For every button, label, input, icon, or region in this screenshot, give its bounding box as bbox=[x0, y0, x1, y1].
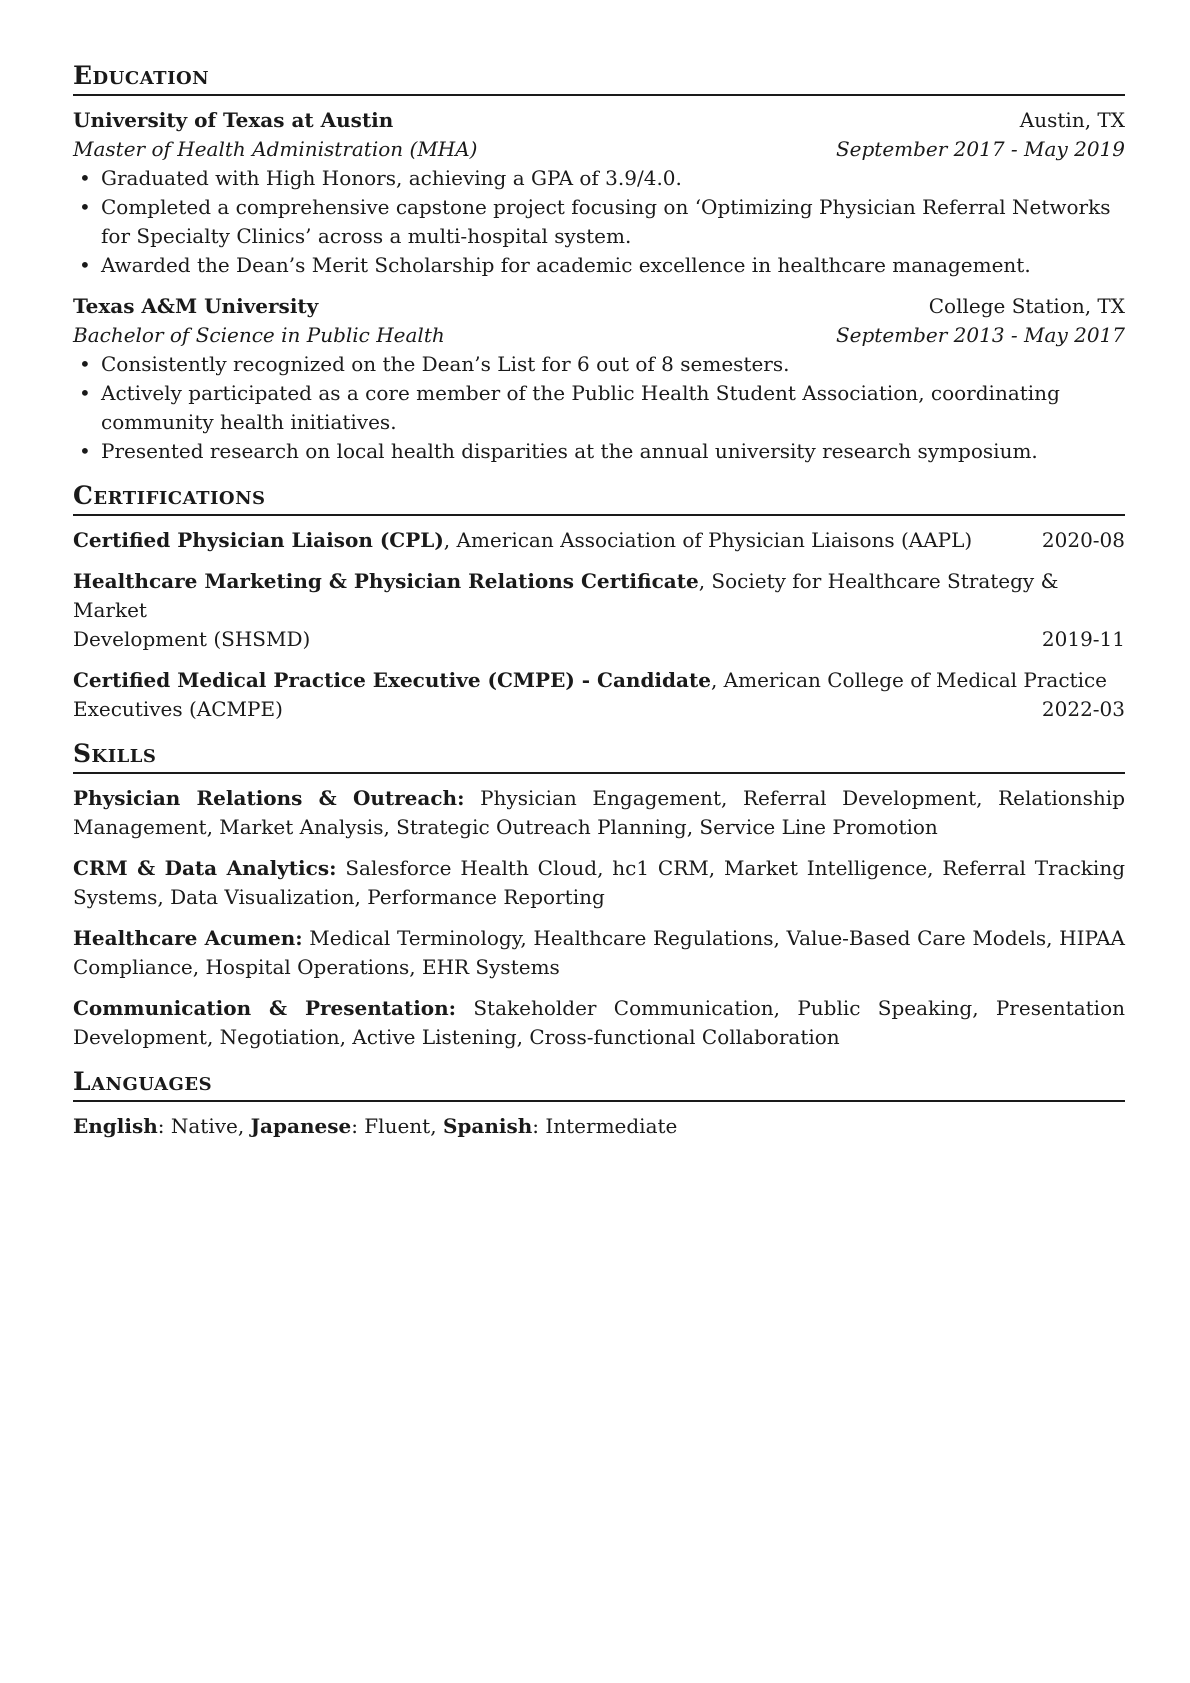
education-entry-utaustin bbox=[73, 106, 1125, 280]
education-entry-tamu bbox=[73, 292, 1125, 466]
language-level: : Fluent bbox=[351, 1114, 431, 1138]
certification-issuer-cont: Executives (ACMPE) bbox=[73, 697, 283, 721]
bullet-item: • Completed a comprehensive capstone project focusing on ‘Optimizing Physician Referral Networks for Specialty Clinics’ across a multi-hospital system. bbox=[73, 193, 1125, 251]
languages-line bbox=[73, 1112, 1125, 1141]
skill-text: Medical Terminology, Healthcare Regulations, Value-Based Care Models, HIPAA Compliance, Hospital Operations, EHR Systems bbox=[73, 926, 1125, 979]
school-location: Austin, TX bbox=[1019, 108, 1125, 132]
skill-text: Salesforce Health Cloud, hc1 CRM, Market Intelligence, Referral Tracking Systems, Data Visualization, Performance Reporting bbox=[73, 856, 1126, 909]
skill-group bbox=[73, 854, 1125, 912]
skill-label: CRM & Data Analytics: bbox=[73, 856, 337, 880]
skills-heading: Skills bbox=[73, 738, 1125, 774]
skill-group bbox=[73, 924, 1125, 982]
bullet-item: • Consistently recognized on the Dean’s List for 6 out of 8 semesters. bbox=[73, 350, 1125, 379]
school-location: College Station, TX bbox=[928, 294, 1125, 318]
language-level: : Intermediate bbox=[532, 1114, 678, 1138]
certification-issuer-cont: Development (SHSMD) bbox=[73, 627, 311, 651]
language-name: Spanish bbox=[442, 1114, 533, 1138]
certifications-heading: Certifications bbox=[73, 480, 1125, 516]
skill-group bbox=[73, 784, 1125, 842]
bullet-item: • Graduated with High Honors, achieving a GPA of 3.9/4.0. bbox=[73, 164, 1125, 193]
skill-group bbox=[73, 994, 1125, 1052]
skill-text: Physician Engagement, Referral Development, Relationship Management, Market Analysis, Strategic Outreach Planning, Service Line Promotion bbox=[73, 786, 1125, 839]
certification-item bbox=[73, 567, 1125, 654]
language-separator: , bbox=[430, 1114, 443, 1138]
language-name: English bbox=[73, 1114, 158, 1138]
languages-section bbox=[73, 1066, 1125, 1141]
certification-issuer: , Society for Healthcare Strategy & Market bbox=[73, 569, 1059, 622]
education-bullets bbox=[73, 164, 1125, 280]
school-name: University of Texas at Austin bbox=[73, 108, 394, 132]
languages-heading: Languages bbox=[73, 1066, 1125, 1102]
certification-date: 2020-08 bbox=[1041, 528, 1125, 552]
degree-name: Bachelor of Science in Public Health bbox=[73, 323, 445, 347]
education-section bbox=[73, 60, 1125, 466]
skill-label: Communication & Presentation: bbox=[73, 996, 457, 1020]
certification-item bbox=[73, 526, 1125, 555]
certification-issuer: , American Association of Physician Liaisons (AAPL) bbox=[443, 528, 973, 552]
certification-issuer: , American College of Medical Practice bbox=[710, 668, 1108, 692]
education-heading: Education bbox=[73, 60, 1125, 96]
certification-name: Certified Medical Practice Executive (CMPE) - Candidate bbox=[73, 668, 711, 692]
skill-label: Healthcare Acumen: bbox=[73, 926, 303, 950]
certifications-section bbox=[73, 480, 1125, 724]
language-level: : Native bbox=[157, 1114, 238, 1138]
language-separator: , bbox=[237, 1114, 251, 1138]
education-bullets bbox=[73, 350, 1125, 466]
certification-name: Certified Physician Liaison (CPL) bbox=[73, 528, 444, 552]
degree-dates: September 2013 - May 2017 bbox=[835, 323, 1125, 347]
degree-name: Master of Health Administration (MHA) bbox=[73, 137, 478, 161]
skills-section bbox=[73, 738, 1125, 1052]
bullet-item: • Actively participated as a core member of the Public Health Student Association, coordinating community health initiatives. bbox=[73, 379, 1125, 437]
bullet-item: • Presented research on local health disparities at the annual university research symposium. bbox=[73, 437, 1125, 466]
skill-text: Stakeholder Communication, Public Speaking, Presentation Development, Negotiation, Active Listening, Cross-functional Collaboration bbox=[73, 996, 1125, 1049]
certification-date: 2022-03 bbox=[1041, 697, 1125, 721]
degree-dates: September 2017 - May 2019 bbox=[835, 137, 1125, 161]
certification-name: Healthcare Marketing & Physician Relations Certificate bbox=[73, 569, 699, 593]
certification-date: 2019-11 bbox=[1041, 627, 1125, 651]
language-name: Japanese bbox=[250, 1114, 352, 1138]
certification-item bbox=[73, 666, 1125, 724]
school-name: Texas A&M University bbox=[73, 294, 319, 318]
bullet-item: • Awarded the Dean’s Merit Scholarship for academic excellence in healthcare management. bbox=[73, 251, 1125, 280]
resume-page bbox=[73, 60, 1125, 1155]
skill-label: Physician Relations & Outreach: bbox=[73, 786, 465, 810]
